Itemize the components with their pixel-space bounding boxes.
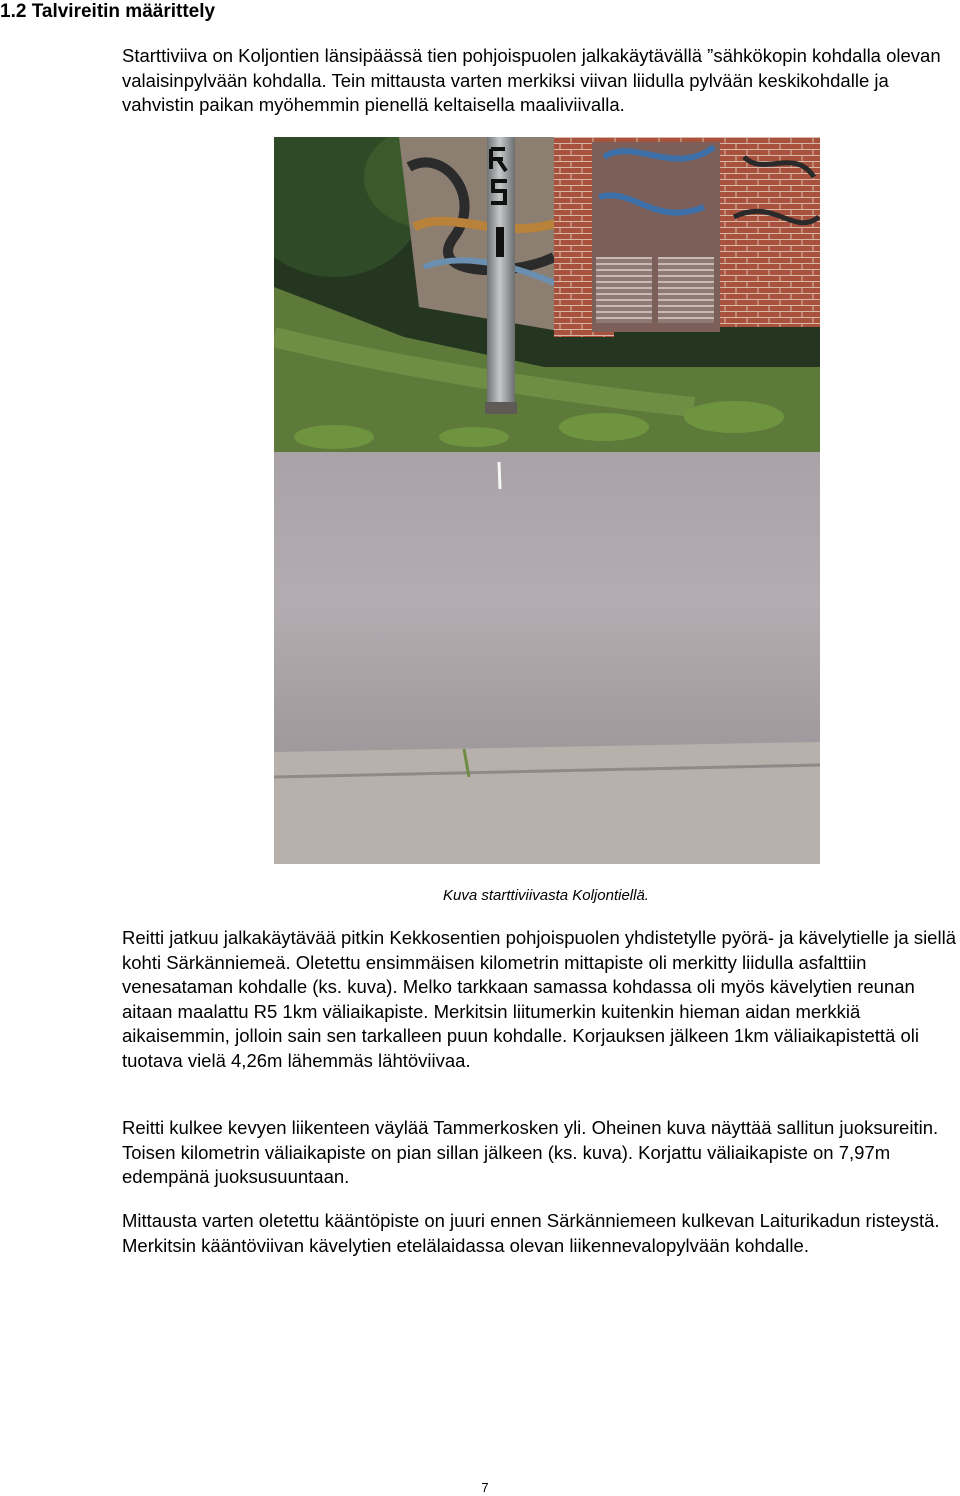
paragraph-start-line: Starttiviiva on Koljontien länsipäässä tien pohjoispuolen jalkakäytävällä ”sähkökopin kohdalla olevan valaisinpylvään kohdalla. Tein mittausta varten merkiksi viivan liidulla pylvään keskikohdalle ja vahvistin paikan myöhemmin pienellä keltaisella maaliviivalla. bbox=[122, 45, 941, 115]
page-number: 7 bbox=[481, 1480, 489, 1495]
paragraph-first-km: Reitti jatkuu jalkakäytävää pitkin Kekkosentien pohjoispuolen yhdistetylle pyörä- ja kävelytielle ja siellä kohti Särkänniemeä. Oletettu ensimmäisen kilometrin mittapiste oli merkitty liidulla asfalttiin venesataman kohdalle (ks. kuva). Melko tarkkaan samassa kohdassa oli myös kävelytien reunan aitaan maalattu R5 1km väliaikapiste. Merkitsin liitumerkin kuitenkin hieman aidan merkkiä aikaisemmin, jolloin sain sen tarkalleen puun kohdalle. Korjauksen jälkeen 1km väliaikapistettä oli tuotava vielä 4,26m lähemmäs lähtöviivaa. bbox=[122, 927, 956, 1071]
section-heading: 1.2 Talvireitin määrittely bbox=[0, 1, 216, 22]
paragraph-turning-point: Mittausta varten oletettu kääntöpiste on juuri ennen Särkänniemeen kulkevan Laiturikadun risteystä. Merkitsin kääntöviivan kävelytien etelälaidassa olevan liikennevalopylvään kohdalle. bbox=[122, 1210, 940, 1256]
start-line-photo bbox=[274, 137, 820, 864]
photo-caption: Kuva starttiviivasta Koljontiellä. bbox=[443, 887, 649, 904]
paragraph-bridge: Reitti kulkee kevyen liikenteen väylää Tammerkosken yli. Oheinen kuva näyttää sallitun juoksureitin. Toisen kilometrin väliaikapiste on pian sillan jälkeen (ks. kuva). Korjattu väliaikapiste on 7,97m edempänä juoksusuuntaan. bbox=[122, 1117, 939, 1187]
